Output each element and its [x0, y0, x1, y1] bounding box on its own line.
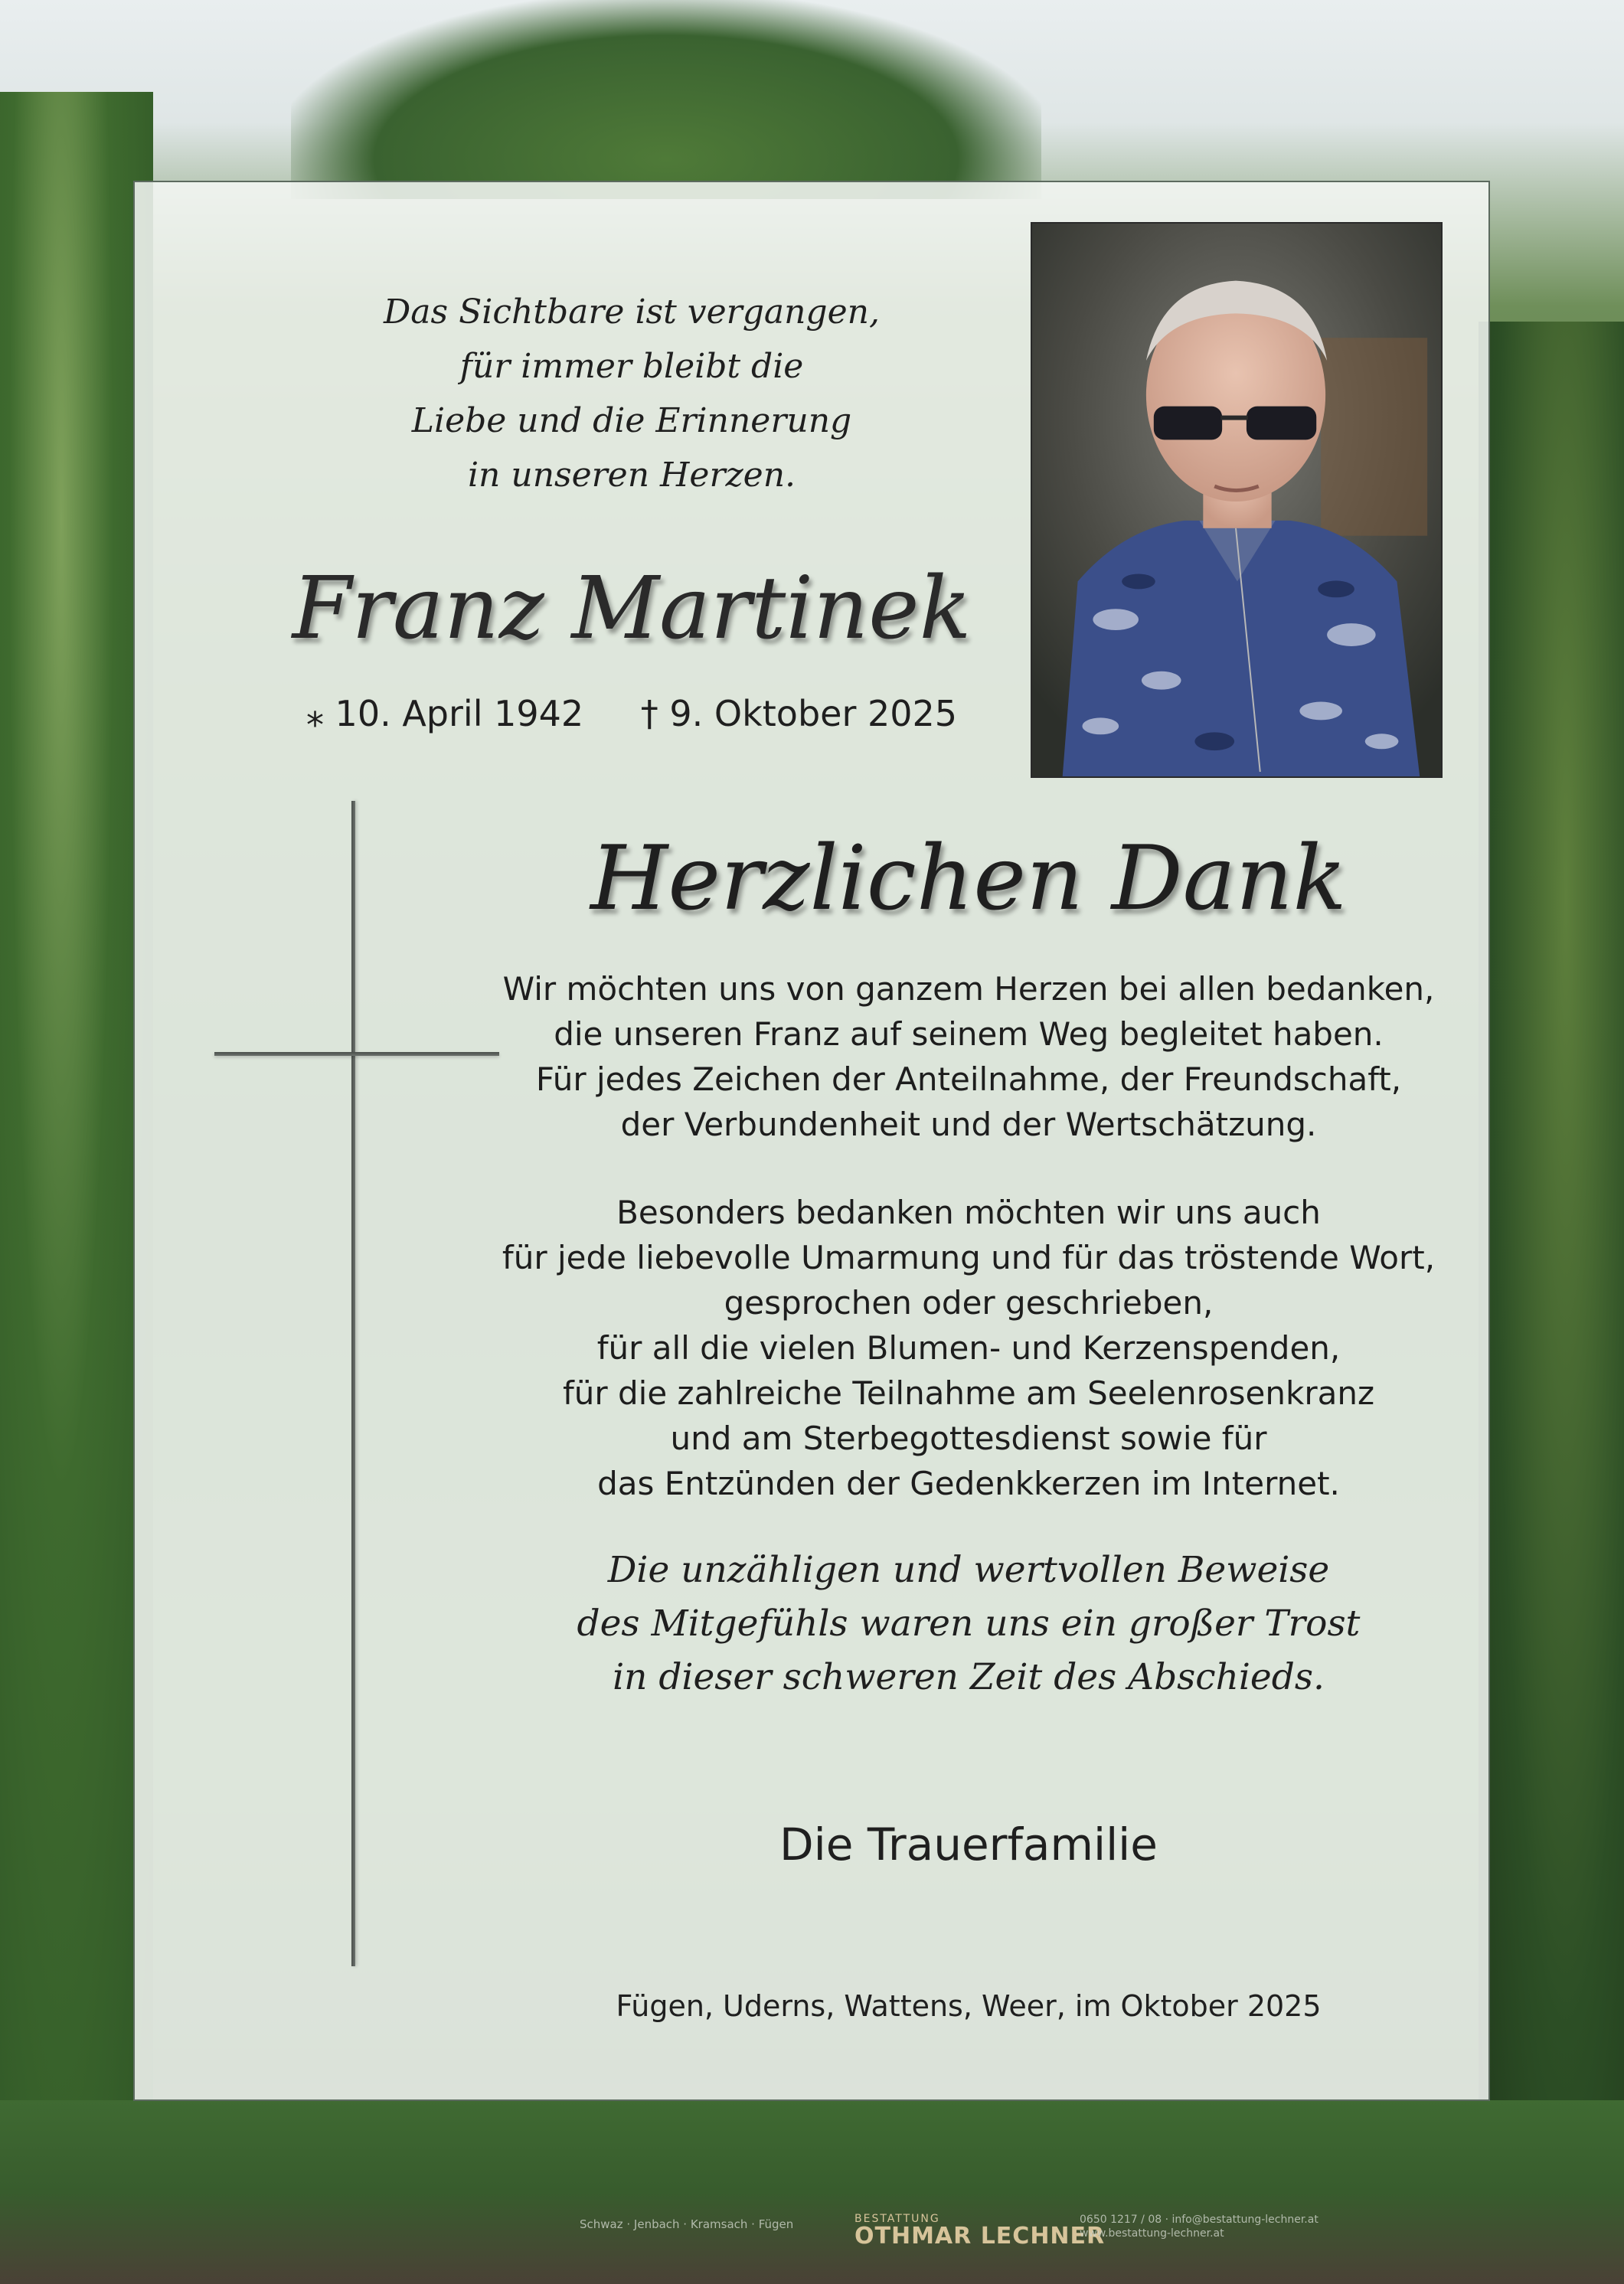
- deceased-name: Franz Martinek: [292, 559, 972, 658]
- background-foliage-top: [291, 0, 1041, 199]
- death-date: † 9. Oktober 2025: [640, 693, 958, 734]
- logo-title: OTHMAR LECHNER: [854, 2223, 1106, 2250]
- cross-horizontal-beam: [214, 1052, 499, 1056]
- closing-quote: Die unzähligen und wertvollen Beweise des Mitgefühls waren uns ein großer Trost in dieser schweren Zeit des Abschieds.: [577, 1549, 1361, 1698]
- thanks-paragraph-1: Wir möchten uns von ganzem Herzen bei allen bedanken, die unseren Franz auf seinem Weg begleitet haben. Für jedes Zeichen der Anteilnahme, der Freundschaft, der Verbundenheit und der Wertschätzung.: [502, 970, 1435, 1143]
- background-foliage-left: [0, 92, 153, 2236]
- background-foliage-right: [1479, 322, 1624, 2236]
- signature-family: Die Trauerfamilie: [779, 1818, 1158, 1871]
- footer-locations: Schwaz · Jenbach · Kramsach · Fügen: [580, 2217, 794, 2231]
- footer-contact: [1080, 2213, 1318, 2240]
- thanks-paragraph-2: Besonders bedanken möchten wir uns auch für jede liebevolle Umarmung und für das tröstende Wort, gesprochen oder geschrieben, für all die vielen Blumen- und Kerzenspenden, für die zahlreiche Teilnahme am Seelenrosenkranz und am Sterbegottesdienst sowie für das Entzünden der Gedenkkerzen im Internet.: [502, 1194, 1436, 1502]
- logo-subtitle: BESTATTUNG: [854, 2213, 940, 2225]
- memorial-poem: Das Sichtbare ist vergangen, für immer bleibt die Liebe und die Erinnerung in unseren Herzen.: [384, 292, 880, 495]
- portrait-photo: [1031, 222, 1443, 778]
- footer-contact-line-2: www.bestattung-lechner.at: [1080, 2227, 1224, 2240]
- footer-contact-line-1: 0650 1217 / 08 · info@bestattung-lechner.at: [1080, 2214, 1318, 2226]
- portrait-image: [1032, 224, 1441, 776]
- birth-date: ⁎ 10. April 1942: [306, 693, 584, 734]
- place-and-date: Fügen, Uderns, Wattens, Weer, im Oktober 2025: [616, 1989, 1322, 2023]
- life-dates: [253, 693, 1011, 734]
- background-foliage-bottom: [0, 2100, 1624, 2284]
- cross-vertical-beam: [351, 801, 355, 1966]
- thanks-heading: Herzlichen Dank: [590, 827, 1347, 930]
- funeral-home-logo: [854, 2213, 1105, 2248]
